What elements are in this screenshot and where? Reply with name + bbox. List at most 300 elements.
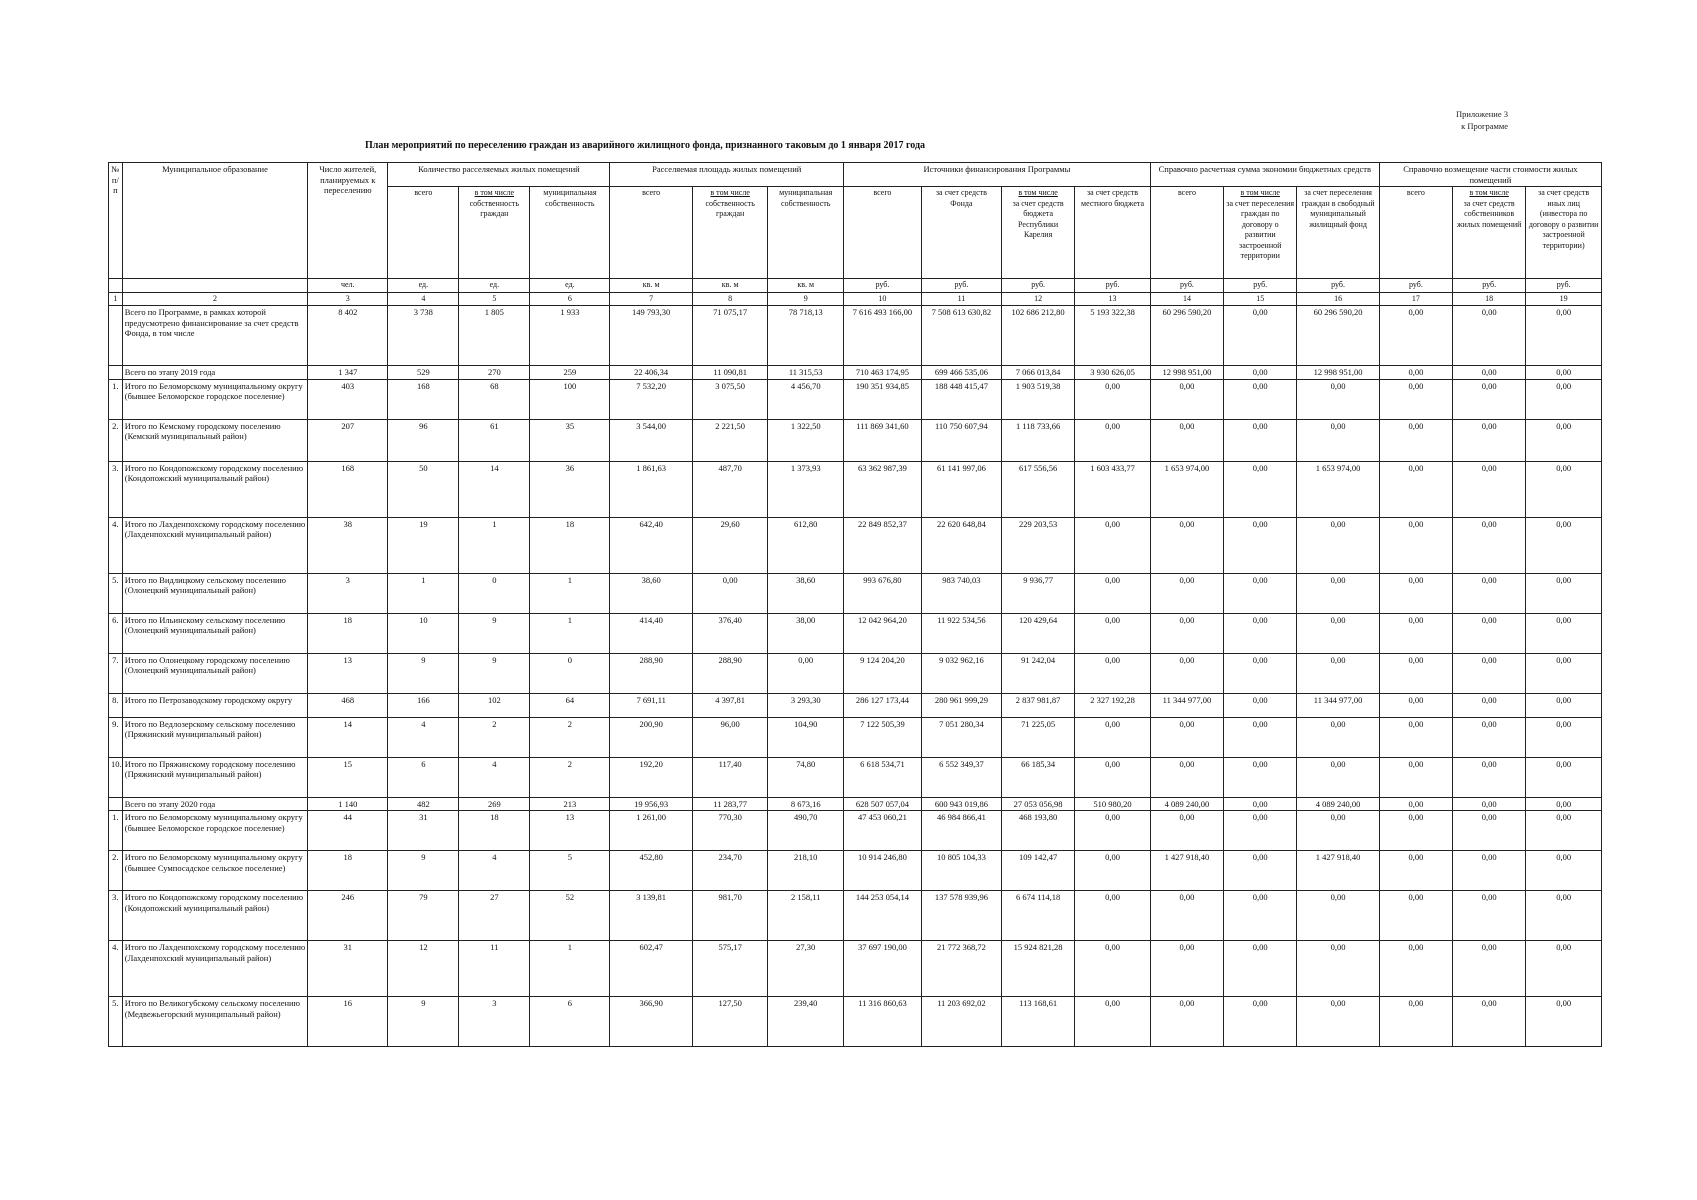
header-econ-dev <box>1224 187 1297 279</box>
row-number: 3. <box>109 461 123 517</box>
value-cell: 38,60 <box>610 573 692 613</box>
value-cell: 0,00 <box>1526 653 1602 693</box>
row-number: 9. <box>109 717 123 757</box>
value-cell: 15 <box>308 757 388 797</box>
value-cell: 286 127 173,44 <box>844 693 922 717</box>
value-cell: 0,00 <box>1526 797 1602 811</box>
value-cell: 71 225,05 <box>1001 717 1074 757</box>
value-cell: 0,00 <box>1075 517 1151 573</box>
header-residents: Число жителей, планируемых к переселению <box>308 163 388 279</box>
colnum-cell: 1 <box>109 292 123 306</box>
header-own-label: собственность граждан <box>469 198 520 218</box>
value-cell: 0,00 <box>1224 379 1297 419</box>
value-cell: 1 <box>459 517 530 573</box>
colnum-cell: 11 <box>921 292 1001 306</box>
municipality-name: Итого по Видлицкому сельскому поселению (Олонецкий муниципальный район) <box>122 573 307 613</box>
header-count-own <box>459 187 530 279</box>
value-cell: 3 293,30 <box>768 693 844 717</box>
municipality-name: Итого по Кондопожскому городскому поселению (Кондопожский муниципальный район) <box>122 461 307 517</box>
value-cell: 0,00 <box>1453 653 1526 693</box>
column-number-row <box>109 292 1602 306</box>
value-cell: 60 296 590,20 <box>1297 306 1379 366</box>
value-cell: 127,50 <box>692 997 768 1047</box>
header-econ-free: за счет переселения граждан в свободный муниципальный жилищный фонд <box>1297 187 1379 279</box>
row-number: 5. <box>109 573 123 613</box>
row-number: 4. <box>109 941 123 997</box>
value-cell: 0,00 <box>1224 461 1297 517</box>
unit-cell: руб. <box>1379 279 1452 293</box>
value-cell: 0,00 <box>1224 757 1297 797</box>
value-cell: 0,00 <box>1075 573 1151 613</box>
value-cell: 0,00 <box>1526 613 1602 653</box>
value-cell: 3 <box>308 573 388 613</box>
value-cell: 1 <box>530 941 610 997</box>
unit-cell: руб. <box>1150 279 1223 293</box>
row-number: 2. <box>109 419 123 461</box>
value-cell: 482 <box>388 797 459 811</box>
value-cell: 4 397,81 <box>692 693 768 717</box>
row-number: 7. <box>109 653 123 693</box>
value-cell: 7 532,20 <box>610 379 692 419</box>
value-cell: 259 <box>530 366 610 380</box>
value-cell: 0,00 <box>1526 941 1602 997</box>
value-cell: 50 <box>388 461 459 517</box>
value-cell: 68 <box>459 379 530 419</box>
value-cell: 7 051 280,34 <box>921 717 1001 757</box>
value-cell: 6 <box>388 757 459 797</box>
value-cell: 71 075,17 <box>692 306 768 366</box>
value-cell: 52 <box>530 891 610 941</box>
municipality-name: Всего по этапу 2019 года <box>122 366 307 380</box>
value-cell: 0,00 <box>1297 811 1379 851</box>
header-incl-label: в том числе <box>1018 188 1058 197</box>
table-row <box>109 653 1602 693</box>
value-cell: 0,00 <box>1453 757 1526 797</box>
unit-cell: руб. <box>1224 279 1297 293</box>
value-cell: 16 <box>308 997 388 1047</box>
value-cell: 0,00 <box>1297 941 1379 997</box>
value-cell: 0,00 <box>1526 573 1602 613</box>
value-cell: 0,00 <box>1150 717 1223 757</box>
value-cell: 35 <box>530 419 610 461</box>
value-cell: 0,00 <box>1453 419 1526 461</box>
value-cell: 21 772 368,72 <box>921 941 1001 997</box>
value-cell: 22 620 648,84 <box>921 517 1001 573</box>
value-cell: 6 674 114,18 <box>1001 891 1074 941</box>
value-cell: 0,00 <box>1526 811 1602 851</box>
value-cell: 0,00 <box>1453 613 1526 653</box>
value-cell: 0,00 <box>1379 797 1452 811</box>
header-count-group: Количество расселяемых жилых помещений <box>388 163 610 187</box>
header-incl-label: в том числе <box>710 188 750 197</box>
value-cell: 9 <box>388 851 459 891</box>
value-cell: 38 <box>308 517 388 573</box>
municipality-name: Итого по Беломорскому муниципальному округу (бывшее Сумпосадское сельское поселение) <box>122 851 307 891</box>
value-cell: 617 556,56 <box>1001 461 1074 517</box>
value-cell: 7 691,11 <box>610 693 692 717</box>
value-cell: 13 <box>308 653 388 693</box>
value-cell: 0,00 <box>1453 997 1526 1047</box>
value-cell: 0,00 <box>768 653 844 693</box>
value-cell: 2 221,50 <box>692 419 768 461</box>
value-cell: 6 618 534,71 <box>844 757 922 797</box>
header-incl-label: в том числе <box>474 188 515 197</box>
value-cell: 2 <box>459 717 530 757</box>
row-number: 3. <box>109 891 123 941</box>
colnum-cell: 13 <box>1075 292 1151 306</box>
value-cell: 0,00 <box>1379 851 1452 891</box>
value-cell: 7 122 505,39 <box>844 717 922 757</box>
value-cell: 529 <box>388 366 459 380</box>
colnum-cell: 4 <box>388 292 459 306</box>
value-cell: 0,00 <box>1526 757 1602 797</box>
municipality-name: Итого по Кемскому городскому поселению (Кемский муниципальный район) <box>122 419 307 461</box>
value-cell: 0,00 <box>1453 811 1526 851</box>
value-cell: 11 283,77 <box>692 797 768 811</box>
value-cell: 366,90 <box>610 997 692 1047</box>
value-cell: 2 837 981,87 <box>1001 693 1074 717</box>
value-cell: 19 956,93 <box>610 797 692 811</box>
header-count-total: всего <box>388 187 459 279</box>
municipality-name: Итого по Кондопожскому городскому поселению (Кондопожский муниципальный район) <box>122 891 307 941</box>
value-cell: 78 718,13 <box>768 306 844 366</box>
value-cell: 4 <box>388 717 459 757</box>
row-number: 2. <box>109 851 123 891</box>
table-row <box>109 851 1602 891</box>
value-cell: 27,30 <box>768 941 844 997</box>
colnum-cell: 10 <box>844 292 922 306</box>
value-cell: 983 740,03 <box>921 573 1001 613</box>
value-cell: 0,00 <box>1297 717 1379 757</box>
value-cell: 3 <box>459 997 530 1047</box>
value-cell: 22 406,34 <box>610 366 692 380</box>
unit-cell: ед. <box>530 279 610 293</box>
value-cell: 490,70 <box>768 811 844 851</box>
value-cell: 0,00 <box>1379 306 1452 366</box>
document-title: План мероприятий по переселению граждан из аварийного жилищного фонда, признанного таковым до 1 января 2017 года <box>364 140 926 151</box>
value-cell: 1 <box>388 573 459 613</box>
value-cell: 0,00 <box>1379 717 1452 757</box>
value-cell: 288,90 <box>610 653 692 693</box>
header-own2-label: собственность граждан <box>705 198 755 218</box>
value-cell: 104,90 <box>768 717 844 757</box>
header-count-mun: муниципальная собственность <box>530 187 610 279</box>
value-cell: 1 603 433,77 <box>1075 461 1151 517</box>
value-cell: 0,00 <box>1379 941 1452 997</box>
value-cell: 218,10 <box>768 851 844 891</box>
value-cell: 3 075,50 <box>692 379 768 419</box>
value-cell: 0,00 <box>1526 891 1602 941</box>
value-cell: 234,70 <box>692 851 768 891</box>
value-cell: 11 315,53 <box>768 366 844 380</box>
value-cell: 0,00 <box>1224 653 1297 693</box>
value-cell: 0,00 <box>1453 851 1526 891</box>
value-cell: 0,00 <box>1297 613 1379 653</box>
value-cell: 166 <box>388 693 459 717</box>
value-cell: 2 327 192,28 <box>1075 693 1151 717</box>
header-incl-label: в том числе <box>1469 188 1509 197</box>
header-area-total: всего <box>610 187 692 279</box>
table-row <box>109 941 1602 997</box>
header-area-mun: муниципальная собственность <box>768 187 844 279</box>
value-cell: 2 <box>530 717 610 757</box>
value-cell: 0,00 <box>1297 997 1379 1047</box>
value-cell: 13 <box>530 811 610 851</box>
value-cell: 100 <box>530 379 610 419</box>
colnum-cell: 15 <box>1224 292 1297 306</box>
header-comp-total: всего <box>1379 187 1452 279</box>
value-cell: 61 <box>459 419 530 461</box>
value-cell: 4 089 240,00 <box>1297 797 1379 811</box>
value-cell: 36 <box>530 461 610 517</box>
value-cell: 0,00 <box>1526 419 1602 461</box>
value-cell: 168 <box>388 379 459 419</box>
colnum-cell: 9 <box>768 292 844 306</box>
colnum-cell: 6 <box>530 292 610 306</box>
unit-cell: руб. <box>1453 279 1526 293</box>
value-cell: 9 <box>459 653 530 693</box>
value-cell: 18 <box>459 811 530 851</box>
value-cell: 27 <box>459 891 530 941</box>
value-cell: 66 185,34 <box>1001 757 1074 797</box>
value-cell: 0,00 <box>1526 517 1602 573</box>
table-row <box>109 717 1602 757</box>
value-cell: 710 463 174,95 <box>844 366 922 380</box>
value-cell: 0,00 <box>1526 379 1602 419</box>
value-cell: 29,60 <box>692 517 768 573</box>
unit-cell <box>109 279 123 293</box>
value-cell: 11 <box>459 941 530 997</box>
unit-cell: ед. <box>459 279 530 293</box>
value-cell: 0,00 <box>1379 891 1452 941</box>
value-cell: 1 427 918,40 <box>1150 851 1223 891</box>
value-cell: 7 066 013,84 <box>1001 366 1074 380</box>
value-cell: 0,00 <box>1150 653 1223 693</box>
value-cell: 0,00 <box>1379 693 1452 717</box>
value-cell: 0,00 <box>1224 419 1297 461</box>
value-cell: 0,00 <box>1224 573 1297 613</box>
value-cell: 0,00 <box>1075 717 1151 757</box>
value-cell: 1 933 <box>530 306 610 366</box>
value-cell: 269 <box>459 797 530 811</box>
value-cell: 8 402 <box>308 306 388 366</box>
value-cell: 0,00 <box>1453 573 1526 613</box>
value-cell: 0,00 <box>1075 613 1151 653</box>
value-cell: 270 <box>459 366 530 380</box>
header-mo: Муниципальное образование <box>122 163 307 279</box>
value-cell: 1 861,63 <box>610 461 692 517</box>
value-cell: 3 930 626,05 <box>1075 366 1151 380</box>
value-cell: 0,00 <box>1453 306 1526 366</box>
value-cell: 1 261,00 <box>610 811 692 851</box>
colnum-cell: 18 <box>1453 292 1526 306</box>
value-cell: 642,40 <box>610 517 692 573</box>
value-cell: 0,00 <box>1224 613 1297 653</box>
header-dev-label: за счет переселения граждан по договору о развитии застроенной территории <box>1226 198 1295 260</box>
value-cell: 0,00 <box>1075 891 1151 941</box>
unit-cell: руб. <box>844 279 922 293</box>
appendix-line-2: к Программе <box>1461 121 1508 131</box>
value-cell: 0,00 <box>1075 941 1151 997</box>
value-cell: 0,00 <box>1224 941 1297 997</box>
value-cell: 61 141 997,06 <box>921 461 1001 517</box>
value-cell: 0 <box>459 573 530 613</box>
value-cell: 9 124 204,20 <box>844 653 922 693</box>
table-row <box>109 997 1602 1047</box>
value-cell: 6 552 349,37 <box>921 757 1001 797</box>
value-cell: 0,00 <box>1224 811 1297 851</box>
value-cell: 0,00 <box>1453 693 1526 717</box>
value-cell: 0,00 <box>1224 797 1297 811</box>
value-cell: 468 <box>308 693 388 717</box>
units-row <box>109 279 1602 293</box>
value-cell: 144 253 054,14 <box>844 891 922 941</box>
value-cell: 770,30 <box>692 811 768 851</box>
resettlement-plan-table <box>108 162 1602 1047</box>
value-cell: 8 673,16 <box>768 797 844 811</box>
value-cell: 2 158,11 <box>768 891 844 941</box>
value-cell: 213 <box>530 797 610 811</box>
value-cell: 19 <box>388 517 459 573</box>
value-cell: 376,40 <box>692 613 768 653</box>
value-cell: 0,00 <box>1150 811 1223 851</box>
value-cell: 149 793,30 <box>610 306 692 366</box>
value-cell: 628 507 057,04 <box>844 797 922 811</box>
header-comp-investor: за счет средств иных лиц (инвестора по договору о развитии застроенной территории) <box>1526 187 1602 279</box>
value-cell: 699 466 535,06 <box>921 366 1001 380</box>
value-cell: 11 203 692,02 <box>921 997 1001 1047</box>
header-comp-group: Справочно возмещение части стоимости жилых помещений <box>1379 163 1601 187</box>
value-cell: 1 805 <box>459 306 530 366</box>
unit-cell: кв. м <box>610 279 692 293</box>
value-cell: 31 <box>388 811 459 851</box>
value-cell: 229 203,53 <box>1001 517 1074 573</box>
value-cell: 575,17 <box>692 941 768 997</box>
value-cell: 0,00 <box>1526 717 1602 757</box>
value-cell: 0,00 <box>1297 379 1379 419</box>
value-cell: 5 <box>530 851 610 891</box>
value-cell: 37 697 190,00 <box>844 941 922 997</box>
colnum-cell: 2 <box>122 292 307 306</box>
value-cell: 188 448 415,47 <box>921 379 1001 419</box>
value-cell: 14 <box>308 717 388 757</box>
value-cell: 0,00 <box>1379 811 1452 851</box>
value-cell: 38,60 <box>768 573 844 613</box>
value-cell: 0,00 <box>1150 613 1223 653</box>
value-cell: 22 849 852,37 <box>844 517 922 573</box>
value-cell: 0,00 <box>1224 717 1297 757</box>
header-econ-total: всего <box>1150 187 1223 279</box>
value-cell: 239,40 <box>768 997 844 1047</box>
table-row <box>109 693 1602 717</box>
value-cell: 0,00 <box>1526 693 1602 717</box>
unit-cell: ед. <box>388 279 459 293</box>
header-area-group: Расселяемая площадь жилых помещений <box>610 163 844 187</box>
value-cell: 0,00 <box>1526 851 1602 891</box>
value-cell: 1 <box>530 573 610 613</box>
value-cell: 120 429,64 <box>1001 613 1074 653</box>
table-row <box>109 517 1602 573</box>
header-comp-owners <box>1453 187 1526 279</box>
value-cell: 0,00 <box>1453 797 1526 811</box>
value-cell: 4 <box>459 757 530 797</box>
value-cell: 1 140 <box>308 797 388 811</box>
value-cell: 6 <box>530 997 610 1047</box>
value-cell: 18 <box>308 851 388 891</box>
table-row <box>109 797 1602 811</box>
value-cell: 452,80 <box>610 851 692 891</box>
value-cell: 0,00 <box>1379 419 1452 461</box>
value-cell: 0,00 <box>1379 653 1452 693</box>
colnum-cell: 7 <box>610 292 692 306</box>
value-cell: 0,00 <box>1075 379 1151 419</box>
value-cell: 0,00 <box>1224 306 1297 366</box>
value-cell: 0,00 <box>1150 419 1223 461</box>
value-cell: 14 <box>459 461 530 517</box>
value-cell: 46 984 866,41 <box>921 811 1001 851</box>
unit-cell: руб. <box>1297 279 1379 293</box>
value-cell: 192,20 <box>610 757 692 797</box>
value-cell: 0,00 <box>1297 653 1379 693</box>
table-row <box>109 379 1602 419</box>
unit-cell <box>122 279 307 293</box>
value-cell: 12 998 951,00 <box>1150 366 1223 380</box>
value-cell: 0,00 <box>1150 997 1223 1047</box>
municipality-name: Итого по Петрозаводскому городскому округу <box>122 693 307 717</box>
value-cell: 190 351 934,85 <box>844 379 922 419</box>
appendix-note <box>1440 108 1508 132</box>
value-cell: 1 322,50 <box>768 419 844 461</box>
value-cell: 0 <box>530 653 610 693</box>
municipality-name: Итого по Беломорскому муниципальному округу (бывшее Беломорское городское поселение) <box>122 379 307 419</box>
value-cell: 0,00 <box>1297 573 1379 613</box>
municipality-name: Итого по Ильинскому сельскому поселению (Олонецкий муниципальный район) <box>122 613 307 653</box>
value-cell: 0,00 <box>1379 997 1452 1047</box>
value-cell: 0,00 <box>1526 997 1602 1047</box>
value-cell: 38,00 <box>768 613 844 653</box>
value-cell: 0,00 <box>1150 757 1223 797</box>
row-number: 1. <box>109 811 123 851</box>
value-cell: 0,00 <box>1453 366 1526 380</box>
municipality-name: Всего по этапу 2020 года <box>122 797 307 811</box>
header-fin-group: Источники финансирования Программы <box>844 163 1151 187</box>
header-num: № п/п <box>109 163 123 279</box>
colnum-cell: 8 <box>692 292 768 306</box>
value-cell: 3 738 <box>388 306 459 366</box>
row-number: 1. <box>109 379 123 419</box>
value-cell: 981,70 <box>692 891 768 941</box>
value-cell: 0,00 <box>1453 717 1526 757</box>
value-cell: 110 750 607,94 <box>921 419 1001 461</box>
value-cell: 510 980,20 <box>1075 797 1151 811</box>
row-number: 5. <box>109 997 123 1047</box>
value-cell: 0,00 <box>1379 366 1452 380</box>
value-cell: 7 616 493 166,00 <box>844 306 922 366</box>
table-row <box>109 461 1602 517</box>
value-cell: 0,00 <box>1453 891 1526 941</box>
value-cell: 15 924 821,28 <box>1001 941 1074 997</box>
value-cell: 64 <box>530 693 610 717</box>
unit-cell: руб. <box>1526 279 1602 293</box>
value-cell: 27 053 056,98 <box>1001 797 1074 811</box>
value-cell: 74,80 <box>768 757 844 797</box>
value-cell: 612,80 <box>768 517 844 573</box>
table-row <box>109 613 1602 653</box>
value-cell: 96,00 <box>692 717 768 757</box>
value-cell: 12 042 964,20 <box>844 613 922 653</box>
value-cell: 1 118 733,66 <box>1001 419 1074 461</box>
value-cell: 0,00 <box>1075 757 1151 797</box>
